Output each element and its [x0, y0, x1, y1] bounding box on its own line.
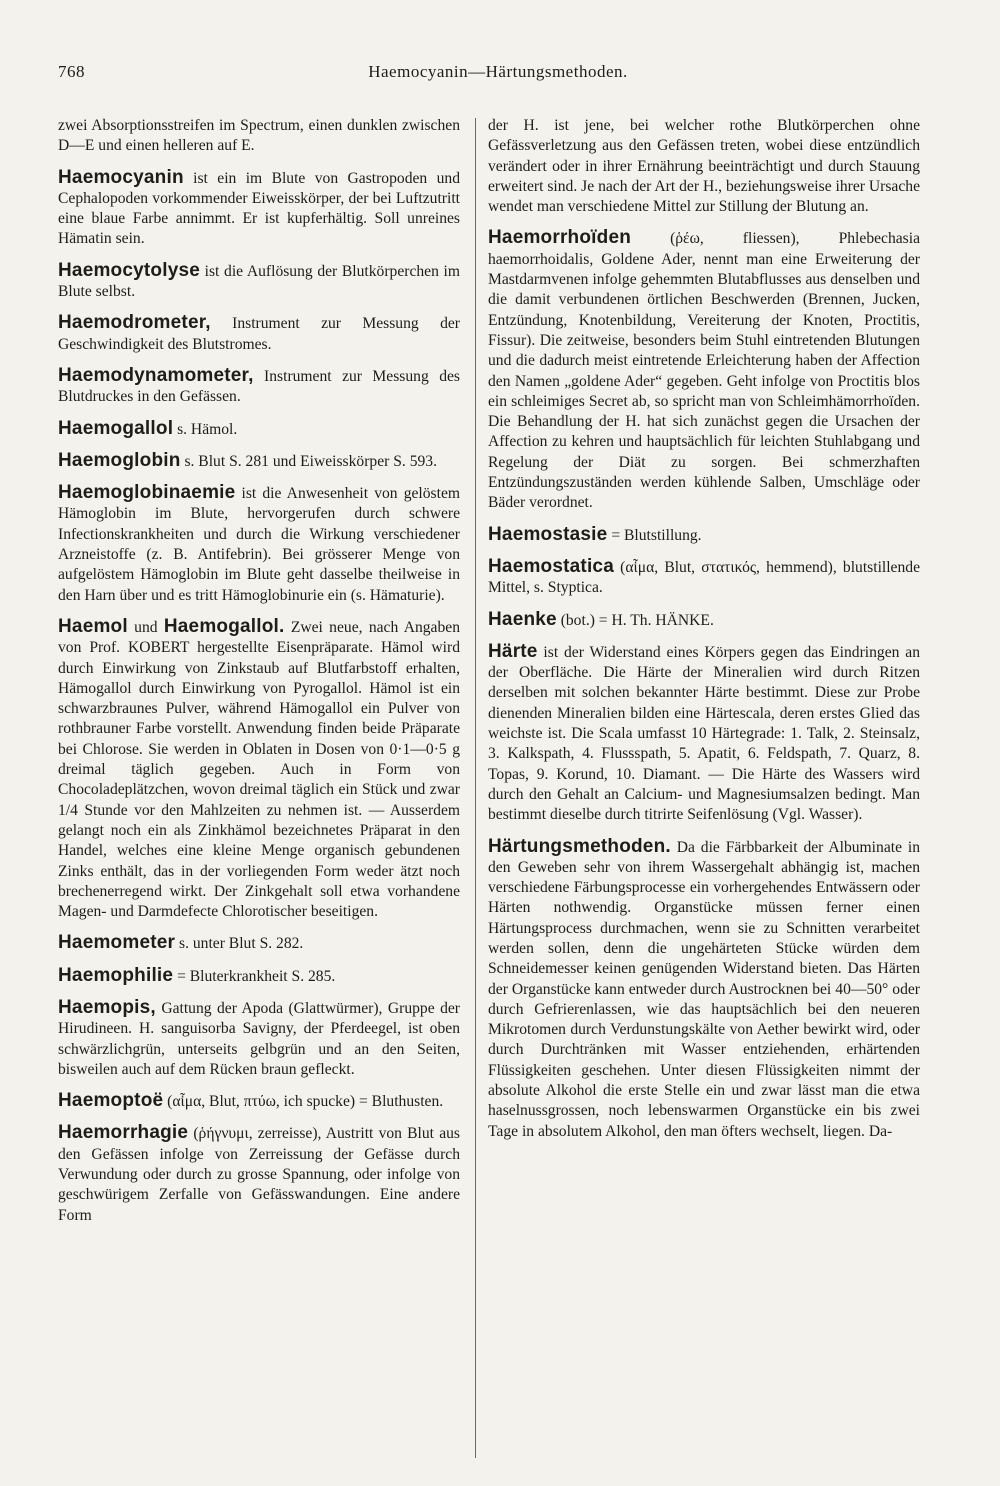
- entry-text: ist ein im Blute von Gastropoden und Cephalopoden vorkommender Eiweisskörper, der bei Luftzutritt eine blaue Farbe annimmt. Er ist kupferhältig. Soll unreines Hämatin sein.: [58, 169, 460, 248]
- entry-text: ist der Widerstand eines Körpers gegen das Eindringen an der Oberfläche. Die Härte der Mineralien wird durch Ritzen derselben mit solchen bekannter Härte bestimmt. Diese zur Probe dienenden Mineralien bilden eine Härtescala, deren erstes Glied das weichste ist. Die Scala umfasst 10 Härtegrade: 1. Talk, 2. Steinsalz, 3. Kalkspath, 4. Flussspath, 5. Apatit, 6. Feldspath, 7. Quarz, 8. Topas, 9. Korund, 10. Diamant. — Die Härte des Wassers wird durch den Gehalt an Calcium- und Magnesiumsalzen bedingt. Man bestimmt dieselbe durch titrirte Seifenlösung (Vgl. Wasser).: [488, 643, 920, 824]
- entry-haemoglobinaemie: [58, 483, 460, 606]
- entry-keyword: Haenke: [488, 608, 557, 630]
- entry-text: zwei Absorptionsstreifen im Spectrum, einen dunklen zwischen D—E und einen helleren auf E.: [58, 117, 460, 155]
- entry-keyword: Haemorrhagie: [58, 1122, 189, 1144]
- entry-haemoglobin: [58, 451, 460, 472]
- entry-haerte: [488, 642, 920, 826]
- column-divider: [475, 118, 476, 1458]
- entry-keyword: Haemostatica: [488, 555, 614, 577]
- entry-keyword: Haemodynamometer,: [58, 364, 254, 386]
- entry-keyword: Haemometer: [58, 932, 176, 954]
- entry-keyword: Haemogallol.: [163, 615, 285, 637]
- entry-haemophilie: [58, 966, 460, 987]
- entry-keyword: Haemoptoë: [58, 1090, 164, 1112]
- entry-text: Da die Färbbarkeit der Albuminate in den Geweben sehr von ihrem Wassergehalt abhängig ist, machen verschiedene Färbungsprocesse ein vorhergehendes Entwässern oder Härten nothwendig. Organstücke müssen ferner einen Härtungsprocess durchmachen, wenn sie zu Schnitten verarbeitet werden sollen, denn die ungehärteten Stücke würden dem Schneidemesser keinen genügenden Widerstand bieten. Das Härten der Organstücke kann entweder durch Austrocknen bei 40—50° oder durch Gefrierenlassen, wie das hauptsächlich bei den neueren Mikrotomen durch Verdunstungskälte von Aether bewirkt wird, oder durch Durchtränken mit Wasser entziehenden, erhärtenden Flüssigkeiten geschehen. Unter diesen Flüssigkeiten nimmt der absolute Alkohol die erste Stelle ein und zwar lässt man die etwa haselnussgrossen, noch lebenswarmen Organstücke ein bis zwei Tage in absolutem Alkohol, den man öfters wechselt, liegen. Da-: [488, 838, 920, 1140]
- running-title: Haemocyanin—Härtungsmethoden.: [368, 62, 628, 81]
- entry-text: = Blutstillung.: [607, 526, 702, 544]
- page-header: [58, 62, 938, 90]
- entry-haemopis: [58, 998, 460, 1080]
- entry-keyword: Härte: [488, 640, 538, 662]
- entry-haemostasie: [488, 525, 920, 546]
- entry-text: Zwei neue, nach Angaben von Prof. KOBERT hergestellte Eisenpräparate. Hämol wird durch Einwirkung von Zinkstaub auf Blutfarbstoff erhalten, Hämogallol durch Einwirkung von Pyrogallol. Hämol ist ein schwarzbraunes Pulver, während Hämogallol ein Pulver von rothbrauner Farbe vorstellt. Anwendung finden beide Präparate bei Chlorose. Sie werden in Oblaten in Dosen von 0·1—0·5 g dreimal täglich gegeben. Auch in Form von Chocoladeplätzchen, wovon dreimal täglich ein Stück und zwar 1/4 Stunde vor den Mahlzeiten zu nehmen ist. — Ausserdem gelangt noch ein als Zinkhämol bezeichnetes Präparat in den Handel, welches eine kleine Menge organisch gebundenen Zinks enthält, das in der vorliegenden Form weder ätzt noch brechenerregend wirkt. Der Zinkgehalt soll etwa vorhandene Magen- und Darmdefecte Chlorotischer beseitigen.: [58, 618, 460, 921]
- entry-haemogallol: [58, 419, 460, 440]
- entry-keyword: Haemodrometer,: [58, 312, 211, 334]
- entry-text: s. Hämol.: [173, 420, 238, 438]
- entry-keyword: Haemogallol: [58, 417, 174, 439]
- entry-haenke: [488, 610, 920, 631]
- entry-text: s. unter Blut S. 282.: [175, 935, 304, 953]
- entry-keyword: Haemorrhoïden: [488, 227, 632, 249]
- entry-keyword: Haemopis,: [58, 996, 156, 1018]
- entry-keyword: Haemostasie: [488, 523, 608, 545]
- entry-keyword: Haemol: [58, 615, 128, 637]
- entry-haemoptoe: [58, 1091, 460, 1112]
- entry-text: (αἷμα, Blut, πτύω, ich spucke) = Bluthusten.: [163, 1093, 444, 1111]
- entry-keyword: Haemoglobinaemie: [58, 482, 236, 504]
- entry-text: s. Blut S. 281 und Eiweisskörper S. 593.: [180, 452, 437, 470]
- entry-keyword: Haemophilie: [58, 964, 174, 986]
- entry-haemocyanin: [58, 168, 460, 250]
- entry-keyword: Härtungsmethoden.: [488, 835, 671, 857]
- entry-haemocytolyse: [58, 261, 460, 303]
- entry-continuation: [58, 116, 460, 157]
- entry-text: Instrument zur Messung des Blutdruckes in den Gefässen.: [58, 367, 460, 406]
- entry-haemostatica: [488, 557, 920, 599]
- entry-haemodrometer: [58, 313, 460, 355]
- entry-keyword: Haemocyanin: [58, 166, 184, 188]
- entry-haemol: [58, 617, 460, 922]
- entry-text: (ῥήγνυμι, zerreisse), Austritt von Blut aus den Gefässen infolge von Zerreissung der Gefässe durch Verwundung oder durch zu grosse Spannung, oder infolge von geschwürigem Zerfalle von Gefässwandungen. Eine andere Form: [58, 1125, 460, 1224]
- entry-text: ist die Auflösung der Blutkörperchen im Blute selbst.: [58, 262, 460, 301]
- left-column: [58, 116, 460, 1237]
- entry-text: (ῥέω, fliessen), Phlebechasia haemorrhoidalis, Goldene Ader, nennt man eine Erweiterung der Mastdarmvenen infolge gehemmten Blutabflusses aus denselben und die damit verbundenen örtlichen Beschwerden (Brennen, Jucken, Entzündung, Knotenbildung, Vereiterung der Knoten, Proctitis, Fissur). Die zeitweise, besonders beim Stuhl eintretenden Blutungen und die dadurch meist eintretende Erleichterung haben der Affection den Namen „goldene Ader“ gegeben. Geht infolge von Proctitis blos ein schleimiges Secret ab, so spricht man von Schleimhämorrhoïden. Die Behandlung der H. hat sich zunächst gegen die Ursachen der Affection zu kehren und hauptsächlich für leichten Stuhlabgang und Regelung der Diät zu sorgen. Bei schmerzhaften Entzündungszuständen werden kühlende Salben, Umschläge oder Bäder verordnet.: [488, 230, 920, 512]
- entry-haemorrhagie: [58, 1123, 460, 1225]
- entry-haemometer: [58, 933, 460, 954]
- right-column: [488, 116, 920, 1153]
- entry-text: der H. ist jene, bei welcher rothe Blutkörperchen ohne Gefässverletzung aus den Gefässen treten, wobei diese entzündlich verändert oder in ihrer Ernährung beeinträchtigt und durch Stauung erweitert sind. Je nach der Art der H., beziehungsweise ihrer Ursache wendet man verschiedene Mittel zur Stillung der Blutung an.: [488, 117, 920, 216]
- entry-text: und: [127, 618, 164, 636]
- entry-text: = Bluterkrankheit S. 285.: [173, 967, 336, 985]
- entry-haemodynamometer: [58, 366, 460, 408]
- entry-text: Gattung der Apoda (Glattwürmer), Gruppe der Hirudineen. H. sanguisorba Savigny, der Pferdeegel, ist oben schwärzlichgrün, unterseits gelbgrün und an den Seiten, bisweilen auch auf dem Rücken braun gefleckt.: [58, 999, 460, 1078]
- entry-haemorrhoiden: [488, 228, 920, 513]
- entry-haertungsmethoden: [488, 837, 920, 1142]
- entry-text: (αἷμα, Blut, στατικός, hemmend), blutstillende Mittel, s. Styptica.: [488, 558, 920, 597]
- page-number: 768: [58, 62, 85, 81]
- entry-keyword: Haemoglobin: [58, 449, 181, 471]
- entry-text: (bot.) = H. Th. HÄNKE.: [556, 611, 714, 629]
- entry-text: ist die Anwesenheit von gelöstem Hämoglobin im Blute, hervorgerufen durch schwere Infectionskrankheiten und durch die Wirkung verschiedener Arzneistoffe (z. B. Antifebrin). Bei grösserer Menge von aufgelöstem Hämoglobin im Blute geht dasselbe theilweise in den Harn über und es tritt Hämoglobinurie ein (s. Hämaturie).: [58, 485, 460, 604]
- entry-keyword: Haemocytolyse: [58, 259, 201, 281]
- entry-continuation: [488, 116, 920, 217]
- entry-text: Instrument zur Messung der Geschwindigkeit des Blutstromes.: [58, 315, 460, 353]
